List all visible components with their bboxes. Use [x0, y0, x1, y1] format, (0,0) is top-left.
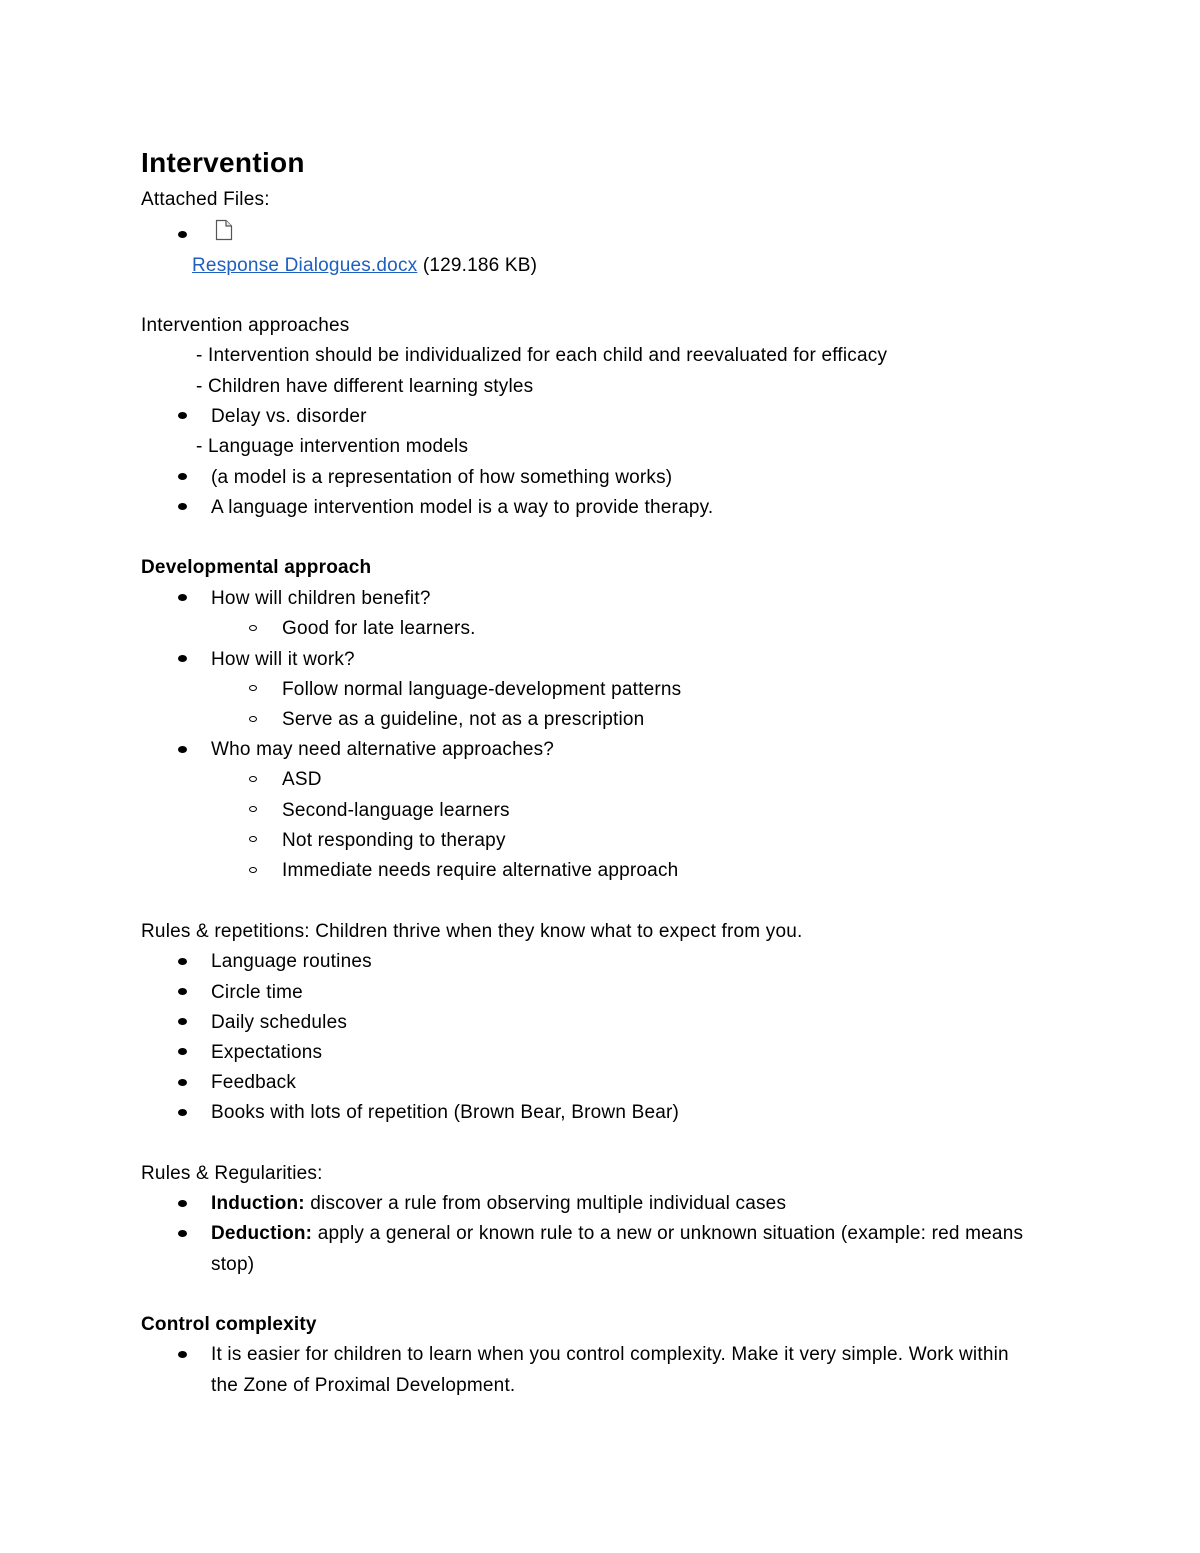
- induction-label: Induction:: [211, 1193, 305, 1214]
- bullet-icon: [178, 1230, 187, 1237]
- document-icon: [215, 219, 233, 241]
- control-text-continued: the Zone of Proximal Development.: [211, 1375, 516, 1396]
- circle-bullet-icon: [249, 836, 257, 842]
- circle-bullet-icon: [249, 806, 257, 812]
- bullet-icon: [178, 594, 187, 601]
- list-item: Expectations: [211, 1042, 323, 1063]
- list-item: Books with lots of repetition (Brown Bear, Brown Bear): [211, 1102, 680, 1123]
- list-item: Daily schedules: [211, 1012, 348, 1033]
- page-title: Intervention: [141, 147, 305, 178]
- circle-bullet-icon: [249, 867, 257, 873]
- approaches-heading: Intervention approaches: [141, 315, 350, 336]
- developmental-answer: Immediate needs require alternative approach: [282, 860, 679, 881]
- bullet-icon: [178, 1048, 187, 1055]
- bullet-icon: [178, 1200, 187, 1207]
- bullet-icon: [178, 503, 187, 510]
- bullet-icon: [178, 231, 187, 238]
- list-item: Circle time: [211, 982, 303, 1003]
- bullet-icon: [178, 412, 187, 419]
- bullet-icon: [178, 746, 187, 753]
- circle-bullet-icon: [249, 716, 257, 722]
- control-text: It is easier for children to learn when you control complexity. Make it very simple. Work within: [211, 1344, 1009, 1365]
- approaches-bullet: (a model is a representation of how something works): [211, 467, 673, 488]
- rules-regularities-heading: Rules & Regularities:: [141, 1163, 323, 1184]
- attached-files-label: Attached Files:: [141, 189, 270, 210]
- circle-bullet-icon: [249, 776, 257, 782]
- developmental-answer: Not responding to therapy: [282, 830, 506, 851]
- bullet-icon: [178, 473, 187, 480]
- bullet-icon: [178, 958, 187, 965]
- developmental-answer: Good for late learners.: [282, 618, 476, 639]
- bullet-icon: [178, 1351, 187, 1358]
- developmental-question: How will children benefit?: [211, 588, 431, 609]
- circle-bullet-icon: [249, 685, 257, 691]
- developmental-heading: Developmental approach: [141, 557, 372, 578]
- bullet-icon: [178, 1109, 187, 1116]
- approaches-line: - Children have different learning styles: [196, 376, 534, 397]
- approaches-bullet: Delay vs. disorder: [211, 406, 367, 427]
- bullet-icon: [178, 1079, 187, 1086]
- deduction-text-continued: stop): [211, 1254, 255, 1275]
- developmental-question: How will it work?: [211, 649, 355, 670]
- bullet-icon: [178, 1018, 187, 1025]
- developmental-question: Who may need alternative approaches?: [211, 739, 555, 760]
- attachment-link[interactable]: Response Dialogues.docx: [192, 255, 418, 276]
- bullet-icon: [178, 988, 187, 995]
- control-heading: Control complexity: [141, 1314, 317, 1335]
- developmental-answer: Second-language learners: [282, 800, 510, 821]
- approaches-line: - Language intervention models: [196, 436, 469, 457]
- deduction-item: [211, 1222, 1023, 1246]
- developmental-answer: Follow normal language-development patterns: [282, 679, 682, 700]
- deduction-label: Deduction:: [211, 1223, 313, 1244]
- list-item: Feedback: [211, 1072, 297, 1093]
- induction-item: [211, 1192, 786, 1216]
- bullet-icon: [178, 655, 187, 662]
- deduction-text: apply a general or known rule to a new or unknown situation (example: red means: [312, 1223, 1024, 1244]
- approaches-line: - Intervention should be individualized for each child and reevaluated for efficacy: [196, 345, 888, 366]
- developmental-answer: ASD: [282, 769, 322, 790]
- circle-bullet-icon: [249, 625, 257, 631]
- approaches-bullet: A language intervention model is a way to provide therapy.: [211, 497, 714, 518]
- list-item: Language routines: [211, 951, 372, 972]
- attachment-line: [192, 254, 537, 278]
- rules-repetitions-heading: Rules & repetitions: Children thrive when they know what to expect from you.: [141, 921, 803, 942]
- attachment-size: (129.186 KB): [422, 255, 538, 276]
- induction-text: discover a rule from observing multiple individual cases: [304, 1193, 787, 1214]
- developmental-answer: Serve as a guideline, not as a prescription: [282, 709, 645, 730]
